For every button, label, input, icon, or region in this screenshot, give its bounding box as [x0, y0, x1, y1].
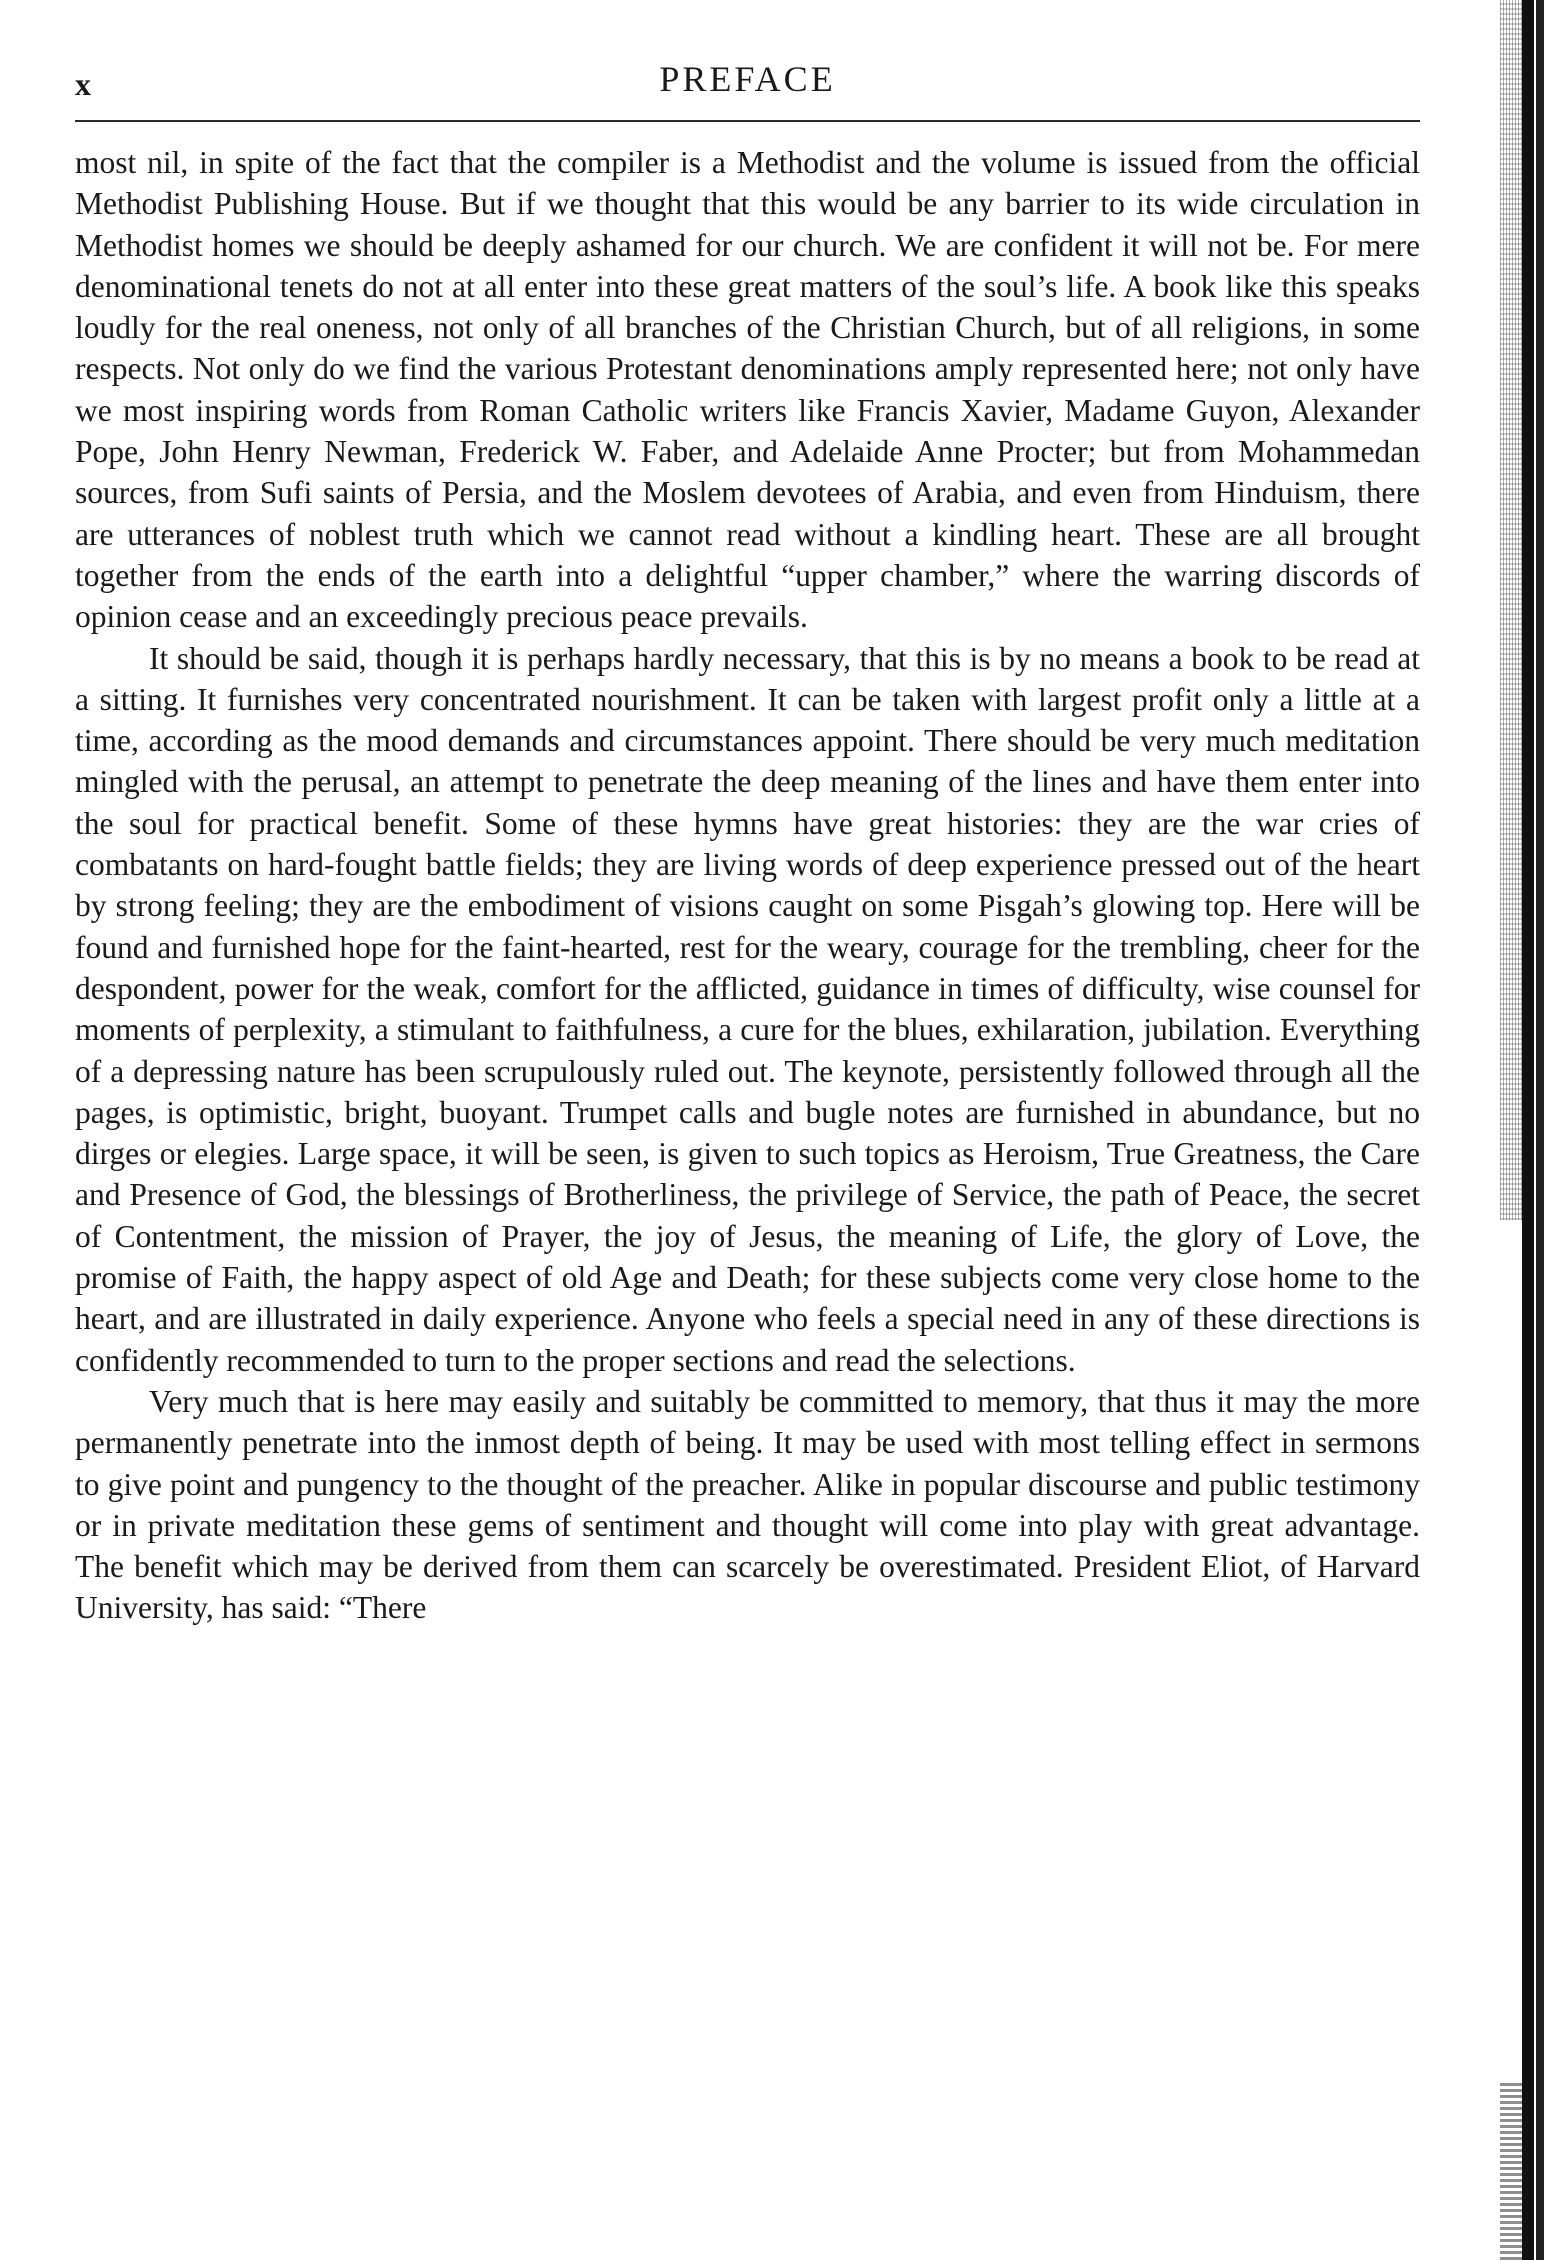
book-spine-edge [1500, 0, 1553, 2260]
spine-bar [1522, 0, 1534, 2260]
running-title: PREFACE [659, 59, 836, 99]
body-text [75, 142, 1420, 1629]
paragraph: Very much that is here may easily and suitably be committed to memory, that thus it may the more permanently penetrate into the inmost depth of being. It may be used with most telling effect in sermons to give point and pungency to the thought of the preacher. Alike in popular discourse and public testimony or in private meditation these gems of sentiment and thought will come into play with great advantage. The benefit which may be derived from them can scarcely be overestimated. President Eliot, of Harvard University, has said: “There [75, 1383, 1420, 1626]
spine-texture [1500, 0, 1522, 1220]
page-header [75, 58, 1420, 108]
page-number: x [75, 66, 92, 102]
spine-texture-lower [1500, 2080, 1522, 2260]
spine-bar [1536, 0, 1544, 2260]
paragraph: It should be said, though it is perhaps hardly necessary, that this is by no means a book to be read at a sitting. It furnishes very concentrated nourishment. It can be taken with largest profit only a little at a time, according as the mood demands and circumstances appoint. There should be very much meditation mingled with the perusal, an attempt to penetrate the deep meaning of the lines and have them enter into the soul for practical benefit. Some of these hymns have great histories: they are the war cries of combatants on hard-fought battle fields; they are living words of deep experience pressed out of the heart by strong feeling; they are the embodiment of visions caught on some Pisgah’s glowing top. Here will be found and furnished hope for the faint-hearted, rest for the weary, courage for the trembling, cheer for the despondent, power for the weak, comfort for the afflicted, guidance in times of difficulty, wise counsel for moments of perplexity, a stimulant to faithfulness, a cure for the blues, exhilaration, jubilation. Everything of a depressing nature has been scrupulously ruled out. The keynote, persistently followed through all the pages, is optimistic, bright, buoyant. Trumpet calls and bugle notes are furnished in abundance, but no dirges or elegies. Large space, it will be seen, is given to such topics as Heroism, True Greatness, the Care and Presence of God, the blessings of Brotherliness, the privilege of Service, the path of Peace, the secret of Contentment, the mission of Prayer, the joy of Jesus, the meaning of Life, the glory of Love, the promise of Faith, the happy aspect of old Age and Death; for these subjects come very close home to the heart, and are illustrated in daily experience. Anyone who feels a special need in any of these directions is confidently recommended to turn to the proper sections and read the selections. [75, 640, 1420, 1378]
paragraph-continued: most nil, in spite of the fact that the compiler is a Methodist and the volume is issued from the official Methodist Publishing House. But if we thought that this would be any barrier to its wide circulation in Methodist homes we should be deeply ashamed for our church. We are confident it will not be. For mere denominational tenets do not at all enter into these great matters of the soul’s life. A book like this speaks loudly for the real oneness, not only of all branches of the Christian Church, but of all religions, in some respects. Not only do we find the various Protestant denominations amply represented here; not only have we most inspiring words from Roman Catholic writers like Francis Xavier, Madame Guyon, Alexander Pope, John Henry Newman, Frederick W. Faber, and Adelaide Anne Procter; but from Mohammedan sources, from Sufi saints of Persia, and the Moslem devotees of Arabia, and even from Hinduism, there are utterances of noblest truth which we cannot read without a kindling heart. These are all brought together from the ends of the earth into a delightful “upper chamber,” where the warring discords of opinion cease and an exceedingly precious peace prevails. [75, 145, 1420, 635]
header-rule [75, 120, 1420, 122]
